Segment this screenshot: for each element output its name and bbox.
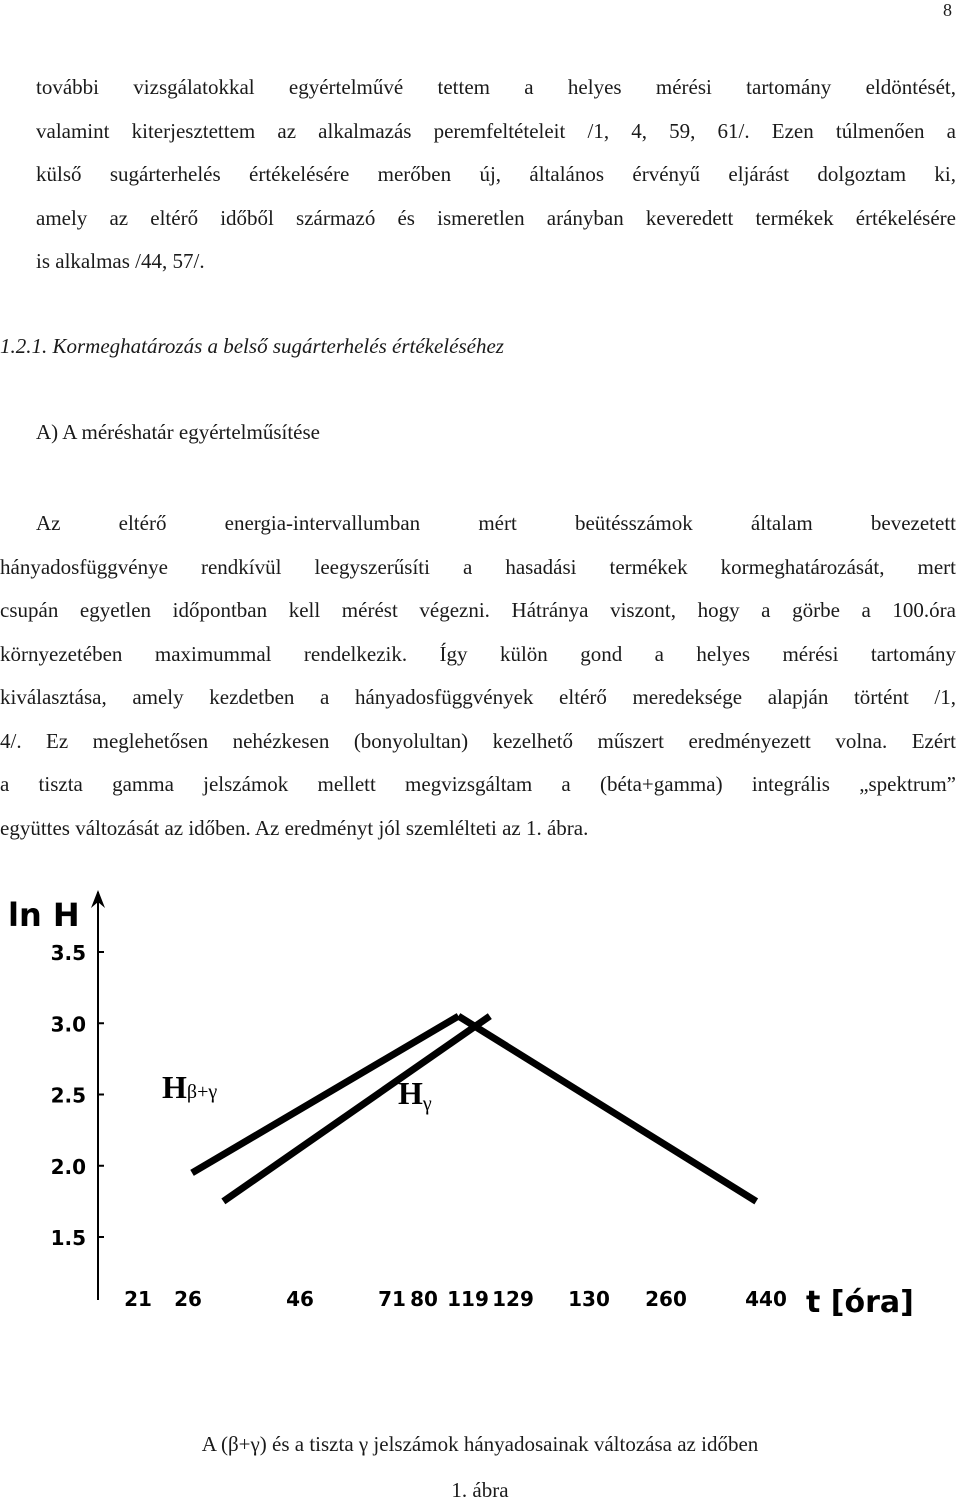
text-line: együttes változását az időben. Az eredményt jól szemlélteti az 1. ábra.	[0, 815, 589, 840]
figure-number: 1. ábra	[451, 1478, 509, 1502]
x-tick-label: 129	[492, 1287, 534, 1311]
figure-caption: A (β+γ) és a tiszta γ jelszámok hányadosainak változása az időben	[201, 1432, 759, 1456]
text-line: hányadosfüggvénye rendkívül leegyszerűsíti a hasadási termékek kormeghatározását, mert	[0, 554, 956, 579]
series-label-hbg-main: H	[162, 1069, 187, 1105]
y-axis-label: ln H	[8, 896, 80, 934]
paragraph-main	[0, 502, 956, 850]
y-tick-label: 2.5	[50, 1083, 86, 1108]
series-label-hg-main: H	[398, 1075, 423, 1111]
y-tick-label: 2.0	[50, 1154, 86, 1179]
y-ticks	[51, 941, 104, 1250]
text-line: külső sugárterhelés értékelésére merőben új, általános érvényű eljárást dolgoztam ki,	[36, 162, 956, 186]
series-line-segment-0	[458, 1016, 756, 1201]
x-tick-label: 21	[124, 1287, 152, 1311]
text-line: a tiszta gamma jelszámok mellett megvizsgáltam a (béta+gamma) integrális „spektrum”	[0, 772, 956, 796]
series-label-hg-sub: γ	[422, 1093, 432, 1115]
text-line: Az eltérő energia-intervallumban mért beütésszámok általam bevezetett	[36, 511, 956, 535]
text-line: csupán egyetlen időpontban kell mérést végezni. Hátránya viszont, hogy a görbe a 100.óra	[0, 598, 956, 622]
text-line: környezetében maximummal rendelkezik. Így külön gond a helyes mérési tartomány	[0, 641, 956, 666]
text-line: további vizsgálatokkal egyértelművé tettem a helyes mérési tartomány eldöntését,	[36, 75, 956, 99]
text-line: valamint kiterjesztettem az alkalmazás peremfeltételeit /1, 4, 59, 61/. Ezen túlmenően a	[36, 118, 956, 143]
x-tick-label: 119	[447, 1287, 489, 1311]
x-tick-label: 440	[745, 1287, 787, 1311]
text-line: kiválasztása, amely kezdetben a hányadosfüggvények eltérő meredeksége alapján történt /1,	[0, 685, 956, 709]
series-label-hbg-sub: β+γ	[186, 1081, 218, 1103]
series-lines	[192, 1016, 756, 1201]
x-tick-label: 26	[174, 1287, 202, 1311]
x-tick-label: 71	[378, 1287, 406, 1311]
x-axis-label: t [óra]	[806, 1285, 914, 1320]
x-tick-label: 130	[568, 1287, 610, 1311]
paragraph-intro	[0, 66, 956, 284]
figure-chart	[0, 880, 960, 1320]
page-number: 8	[943, 0, 952, 20]
y-tick-label: 1.5	[50, 1226, 86, 1250]
x-tick-label: 46	[286, 1287, 314, 1311]
y-tick-label: 3.0	[50, 1012, 86, 1037]
x-tick-label: 80	[410, 1287, 438, 1311]
section-heading: 1.2.1. Kormeghatározás a belső sugárterhelés értékeléséhez	[0, 334, 504, 358]
y-tick-label: 3.5	[50, 941, 86, 965]
series-label-hbg	[162, 1069, 217, 1105]
text-line: 4/. Ez meglehetősen nehézkesen (bonyolultan) kezelhető műszert eredményezett volna. Ezért	[0, 728, 956, 753]
text-line: amely az eltérő időből származó és ismeretlen arányban keveredett termékek értékelésére	[36, 205, 956, 230]
series-label-hg	[398, 1075, 432, 1115]
subsection-heading: A) A méréshatár egyértelműsítése	[36, 420, 320, 444]
x-ticks	[124, 1287, 787, 1311]
x-tick-label: 260	[645, 1287, 687, 1311]
series-line-segment-1	[223, 1016, 489, 1201]
text-line: is alkalmas /44, 57/.	[36, 249, 205, 273]
